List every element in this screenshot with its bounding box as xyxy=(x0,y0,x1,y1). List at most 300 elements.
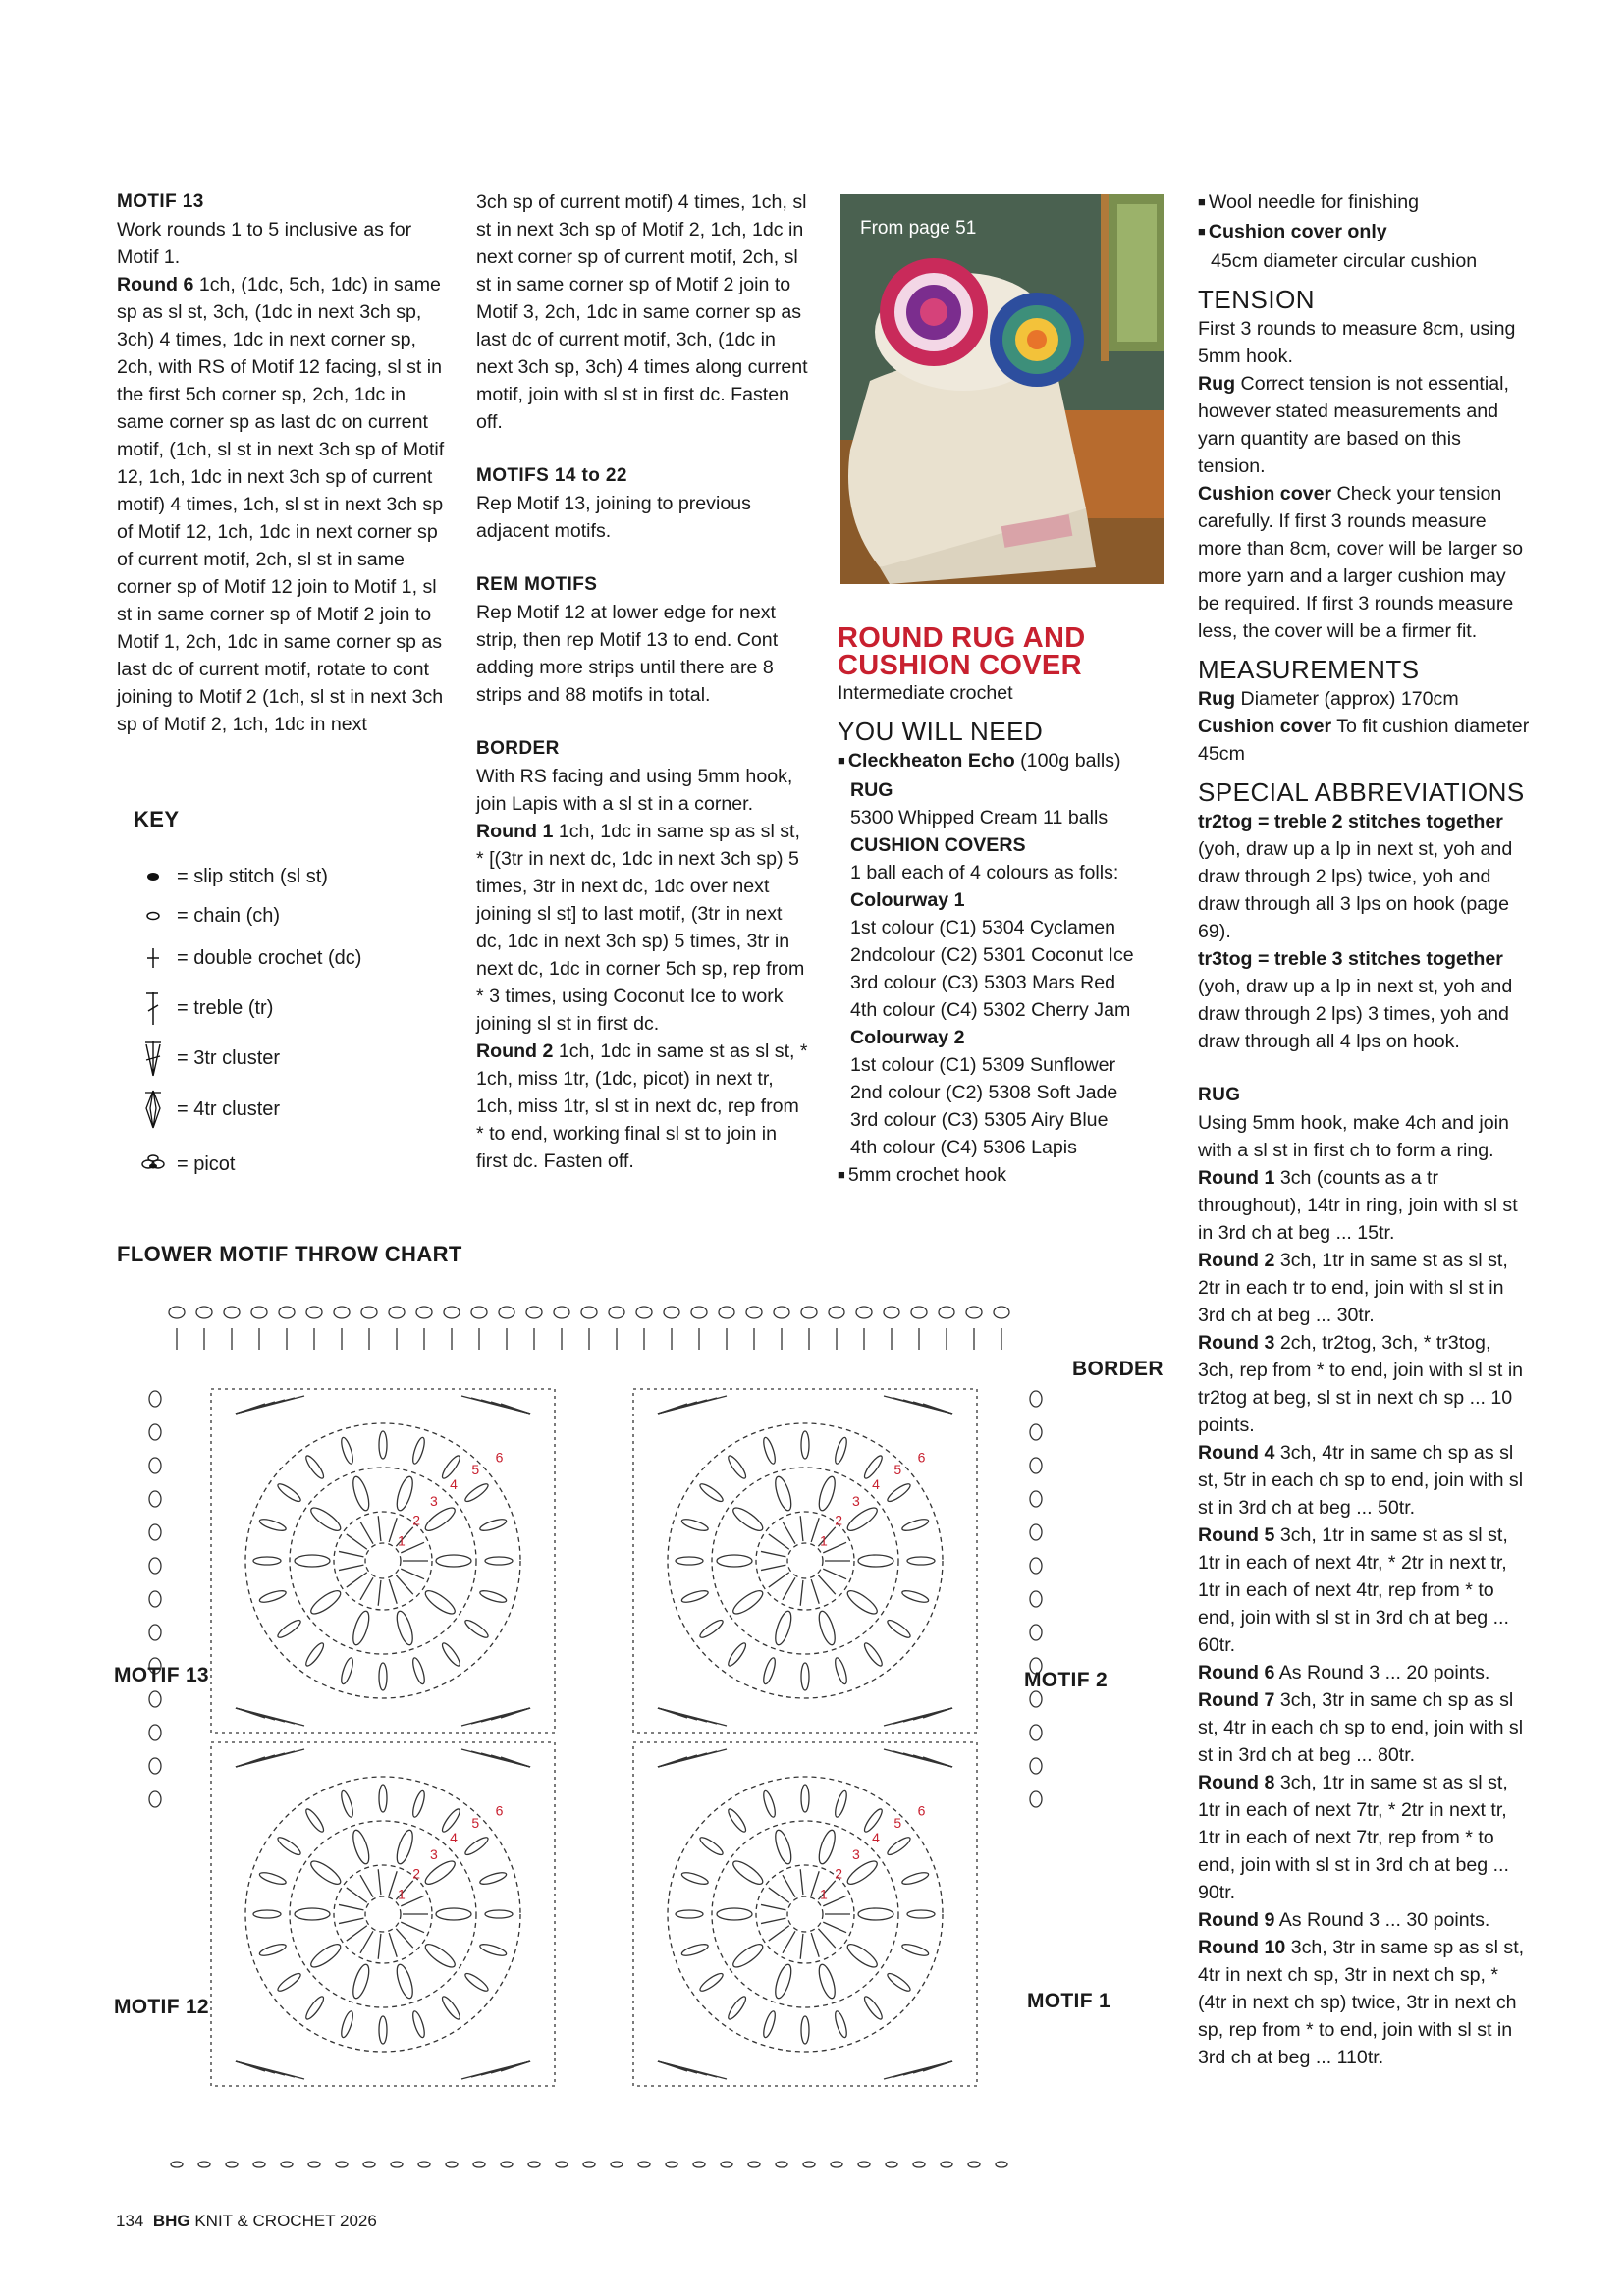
stitch-mark xyxy=(811,1579,819,1604)
round-number: 1 xyxy=(820,1532,828,1549)
picot-mark xyxy=(774,1307,789,1318)
round-text: 1ch, 1dc in same sp as sl st, * [(3tr in next dc, 1dc in next 3ch sp) 5 times, 3tr in next dc, 1dc over next joining sl st] to last motif, (3tr in next dc, 1dc in next 3ch sp) 5 times, 3tr in next dc, 1dc in corner 5ch sp, rep from * 3 times, using Coconut Ice to work joining sl st in first dc. xyxy=(476,821,805,1035)
chain-mark xyxy=(858,2162,870,2167)
picot-mark xyxy=(224,1307,240,1318)
chain-mark xyxy=(198,2162,210,2167)
fan-stitch xyxy=(461,1396,530,1414)
needle-line: ■ Wool needle for finishing xyxy=(1198,188,1532,218)
rug-intro: Using 5mm hook, make 4ch and join with a sl st in first ch to form a ring. xyxy=(1198,1112,1509,1161)
pattern-title-line2: CUSHION COVER xyxy=(838,650,1082,681)
petal-mark xyxy=(833,1789,848,1818)
cushion-yarn: 1 ball each of 4 colours as folls: xyxy=(850,862,1119,883)
petal-mark xyxy=(436,1908,471,1920)
petal-mark xyxy=(772,1829,794,1866)
petal-mark xyxy=(907,1557,935,1565)
petal-mark xyxy=(833,1436,848,1465)
picot-mark xyxy=(526,1307,542,1318)
picot-mark xyxy=(471,1307,487,1318)
round-text: 3ch, 4tr in same ch sp as sl st, 5tr in each ch sp to end, join with sl st in 3rd ch at beg ... 50tr. xyxy=(1198,1442,1524,1519)
colourway1-title: Colourway 1 xyxy=(850,889,965,911)
chain-mark xyxy=(391,2162,403,2167)
petal-mark xyxy=(258,1870,287,1886)
petal-mark xyxy=(858,1908,893,1920)
chain-mark xyxy=(996,2162,1007,2167)
petal-mark xyxy=(303,1454,326,1480)
picot-mark xyxy=(1030,1491,1042,1507)
picot-mark xyxy=(251,1307,267,1318)
photo-illustration xyxy=(840,194,1164,584)
chart-motif12-label: MOTIF 12 xyxy=(114,1996,209,2018)
stitch-mark xyxy=(360,1522,373,1544)
petal-mark xyxy=(731,1587,766,1618)
round-number: 3 xyxy=(430,1493,438,1510)
stitch-mark xyxy=(360,1577,373,1600)
stitch-mark xyxy=(378,1516,381,1541)
petal-mark xyxy=(717,1908,752,1920)
round-text: 2ch, tr2tog, 3ch, * tr3tog, 3ch, rep from * to end, join with sl st in tr2tog at beg, sl st in next ch sp ... 10 points. xyxy=(1198,1332,1524,1436)
round-text: 3ch, 1tr in same st as sl st, 1tr in each of next 7tr, * 2tr in next tr, 1tr in each of next 7tr, rep from * to end, join with sl st in 3rd ch at beg ... 90tr. xyxy=(1198,1772,1509,1903)
petal-mark xyxy=(394,1475,416,1513)
key-label: = 3tr cluster xyxy=(177,1046,281,1069)
petal-mark xyxy=(844,1587,880,1618)
picot-mark xyxy=(911,1307,927,1318)
motif-frame xyxy=(211,1742,555,2086)
picot-mark xyxy=(636,1307,652,1318)
motif-ring xyxy=(712,1821,898,2007)
hook-line: ■ 5mm crochet hook xyxy=(838,1161,1171,1191)
fan-stitch xyxy=(884,1749,952,1767)
petal-mark xyxy=(901,1870,930,1886)
meas-rug-text: Diameter (approx) 170cm xyxy=(1235,688,1459,710)
round-number: 2 xyxy=(412,1512,421,1528)
stitch-mark xyxy=(783,1931,795,1953)
picot-mark xyxy=(1030,1691,1042,1707)
petal-mark xyxy=(717,1555,752,1567)
fan-stitch xyxy=(884,2061,952,2079)
petal-mark xyxy=(295,1555,330,1567)
petal-mark xyxy=(253,1910,281,1918)
round-label: Round 7 xyxy=(1198,1689,1275,1711)
picot-mark xyxy=(1030,1458,1042,1473)
chart-motif1-label: MOTIF 1 xyxy=(1027,1990,1110,2012)
stitch-mark xyxy=(818,1575,835,1594)
petal-mark xyxy=(379,1431,387,1459)
stitch-mark xyxy=(378,1934,381,1959)
petal-mark xyxy=(680,1942,709,1957)
petal-mark xyxy=(886,1835,912,1857)
motif-frame xyxy=(633,1389,977,1733)
chain-mark xyxy=(611,2162,623,2167)
petal-mark xyxy=(901,1588,930,1604)
round-label: Round 5 xyxy=(1198,1524,1275,1546)
petal-mark xyxy=(676,1910,703,1918)
stitch-mark xyxy=(389,1871,397,1896)
stitch-mark xyxy=(378,1580,381,1606)
yarn-brand: Cleckheaton Echo xyxy=(847,750,1015,772)
key-label: = chain (ch) xyxy=(177,904,281,927)
picot-mark xyxy=(609,1307,624,1318)
round-number: 1 xyxy=(398,1886,406,1902)
picot-mark xyxy=(149,1791,161,1807)
petal-mark xyxy=(680,1870,709,1886)
picot-mark xyxy=(884,1307,899,1318)
petal-mark xyxy=(698,1481,725,1504)
chain-mark xyxy=(336,2162,348,2167)
petal-mark xyxy=(339,2010,354,2039)
picot-mark xyxy=(1030,1758,1042,1774)
fan-stitch xyxy=(658,1396,727,1414)
you-will-need-heading: YOU WILL NEED xyxy=(838,717,1044,746)
round6-text: 1ch, (1dc, 5ch, 1dc) in same sp as sl st, 3ch, (1dc in next 3ch sp, 3ch) 4 times, 1dc in next corner sp, 2ch, with RS of Motif 12 facing, sl st in the first 5ch corner sp, 2ch, 1dc in same corner sp as last dc on current motif, (1ch, sl st in next 3ch sp of Motif 12, 1ch, 1dc in next 3ch sp of current motif) 4 times, 1ch, sl st in next 3ch sp of Motif 12, 1ch, 1dc in next corner sp of current motif, 2ch, sl st in same corner sp of Motif 12 join to Motif 1, sl st in same corner sp of Motif 2 join to Motif 1, 2ch, 1dc in same corner sp as last dc of current motif, rotate to cont joining to Motif 2 (1ch, sl st in next 3ch sp of Motif 2, 1ch, 1dc in next xyxy=(117,274,445,735)
petal-mark xyxy=(440,1641,462,1668)
chain-mark xyxy=(693,2162,705,2167)
stitch-mark xyxy=(769,1534,789,1549)
product-photo xyxy=(840,194,1164,584)
petal-mark xyxy=(680,1588,709,1604)
petal-mark xyxy=(463,1618,490,1640)
chain-mark xyxy=(803,2162,815,2167)
column-2 xyxy=(476,188,810,1175)
border-round1 xyxy=(476,818,810,1038)
round-number: 6 xyxy=(917,1449,926,1466)
colourway2-title: Colourway 2 xyxy=(850,1027,965,1048)
chart-border-label: BORDER xyxy=(1072,1358,1164,1380)
petal-mark xyxy=(422,1587,458,1618)
motif13-continued: 3ch sp of current motif) 4 times, 1ch, sl st in next 3ch sp of Motif 2, 1ch, 1dc in next corner sp of current motif, 2ch, sl st in same corner sp of Motif 2 join to Motif 3, 2ch, 1dc in same corner sp as last dc of current motif, 3ch, (1dc in next 3ch sp, 3ch) 4 times along current motif, join with sl st in first dc. Fasten off. xyxy=(476,191,808,433)
picot-mark xyxy=(279,1307,295,1318)
petal-mark xyxy=(308,1857,344,1888)
petal-mark xyxy=(303,1995,326,2021)
petal-mark xyxy=(801,2016,809,2044)
picot-mark xyxy=(994,1307,1009,1318)
chain-mark xyxy=(226,2162,238,2167)
petal-mark xyxy=(350,1963,372,2001)
motifs14-text: Rep Motif 13, joining to previous adjacent motifs. xyxy=(476,493,751,542)
rug-tension-text: Correct tension is not essential, however stated measurements and yarn quantity are based on this tension. xyxy=(1198,373,1509,477)
fan-stitch xyxy=(658,1749,727,1767)
chain-mark xyxy=(253,2162,265,2167)
petal-mark xyxy=(844,1941,880,1971)
tension-heading: TENSION xyxy=(1198,285,1316,314)
petal-mark xyxy=(833,1657,848,1685)
chart-title: FLOWER MOTIF THROW CHART xyxy=(117,1242,462,1266)
chain-mark xyxy=(171,2162,183,2167)
stitch-mark xyxy=(783,1522,795,1544)
petal-mark xyxy=(726,1807,748,1834)
petal-mark xyxy=(303,1641,326,1668)
petal-mark xyxy=(463,1971,490,1994)
petal-mark xyxy=(350,1610,372,1647)
petal-mark xyxy=(761,1436,777,1465)
petal-mark xyxy=(761,1657,777,1685)
petal-mark xyxy=(258,1942,287,1957)
4tr-cluster-icon xyxy=(134,1090,173,1129)
petal-mark xyxy=(886,1481,912,1504)
petal-mark xyxy=(463,1481,490,1504)
chain-mark xyxy=(446,2162,458,2167)
petal-mark xyxy=(410,1657,426,1685)
chain-mark xyxy=(528,2162,540,2167)
round-number: 4 xyxy=(872,1829,880,1845)
petal-mark xyxy=(886,1618,912,1640)
motif-ring xyxy=(365,1543,401,1578)
picot-mark xyxy=(1030,1391,1042,1407)
petal-mark xyxy=(816,1610,839,1647)
footer-brand: BHG xyxy=(152,2212,190,2230)
petal-mark xyxy=(410,2010,426,2039)
colourway-item: 1st colour (C1) 5309 Sunflower xyxy=(850,1054,1116,1076)
round-label: Round 10 xyxy=(1198,1937,1286,1958)
petal-mark xyxy=(253,1557,281,1565)
picot-mark xyxy=(856,1307,872,1318)
round-text: As Round 3 ... 20 points. xyxy=(1274,1662,1490,1683)
petal-mark xyxy=(731,1941,766,1971)
picot-mark xyxy=(416,1307,432,1318)
chain-mark xyxy=(748,2162,760,2167)
key-row xyxy=(134,896,280,935)
stitch-mark xyxy=(347,1573,367,1587)
tension-text: First 3 rounds to measure 8cm, using 5mm hook. xyxy=(1198,318,1516,367)
motif-ring xyxy=(787,1543,823,1578)
picot-mark xyxy=(306,1307,322,1318)
round-label: Round 8 xyxy=(1198,1772,1275,1793)
cover-tension xyxy=(1198,480,1532,645)
picot-mark xyxy=(361,1307,377,1318)
stitch-mark xyxy=(823,1569,846,1579)
picot-mark xyxy=(1030,1558,1042,1574)
picot-mark xyxy=(1030,1725,1042,1740)
round-number: 4 xyxy=(450,1475,458,1492)
colourway-item: 2ndcolour (C2) 5301 Coconut Ice xyxy=(850,944,1134,966)
rug-round xyxy=(1198,1247,1532,1329)
stitch-mark xyxy=(401,1922,424,1933)
border-round2 xyxy=(476,1038,810,1175)
picot-mark xyxy=(719,1307,734,1318)
column-1 xyxy=(117,188,451,738)
motif-frame xyxy=(211,1389,555,1733)
motif13-intro: Work rounds 1 to 5 inclusive as for Motif 1. xyxy=(117,219,412,268)
petal-mark xyxy=(394,1829,416,1866)
round-label: Round 1 xyxy=(476,821,554,842)
round-number: 5 xyxy=(893,1814,902,1831)
picot-mark xyxy=(1030,1524,1042,1540)
round-label: Round 9 xyxy=(1198,1909,1275,1931)
chain-mark xyxy=(886,2162,897,2167)
round-number: 2 xyxy=(835,1512,843,1528)
picot-mark xyxy=(149,1758,161,1774)
petal-mark xyxy=(410,1789,426,1818)
picot-mark xyxy=(1030,1591,1042,1607)
stitch-mark xyxy=(339,1551,363,1556)
round-number: 6 xyxy=(495,1449,504,1466)
stitch-mark xyxy=(347,1926,367,1941)
petal-mark xyxy=(726,1995,748,2021)
petal-mark xyxy=(463,1835,490,1857)
chain-mark xyxy=(941,2162,952,2167)
colourway-item: 4th colour (C4) 5306 Lapis xyxy=(850,1137,1077,1158)
round-number: 4 xyxy=(872,1475,880,1492)
round-text: 3ch, 3tr in same sp as sl st, 4tr in next ch sp, 3tr in next ch sp, * (4tr in next ch sp) twice, 3tr in next ch sp, rep from * to end, join with sl st in 3rd ch at beg ... 110tr. xyxy=(1198,1937,1525,2068)
treble-icon xyxy=(134,988,173,1028)
key-label: = 4tr cluster xyxy=(177,1097,281,1120)
petal-mark xyxy=(422,1504,458,1534)
chart-motif13-label: MOTIF 13 xyxy=(114,1664,209,1686)
petal-mark xyxy=(379,2016,387,2044)
chain-mark xyxy=(913,2162,925,2167)
cover-tension-text: Check your tension carefully. If first 3 rounds measure more than 8cm, cover will be larger so more yarn and a larger cushion may be required. If first 3 rounds measure less, the cover will be a firmer fit. xyxy=(1198,483,1524,642)
petal-mark xyxy=(731,1857,766,1888)
picot-mark xyxy=(746,1307,762,1318)
rug-round xyxy=(1198,1659,1532,1686)
abbr-tr2tog xyxy=(1198,808,1532,945)
stitch-mark xyxy=(811,1933,819,1957)
chain-mark xyxy=(501,2162,513,2167)
fan-stitch xyxy=(884,1396,952,1414)
round-label: Round 2 xyxy=(1198,1250,1275,1271)
stitch-mark xyxy=(389,1518,397,1542)
fan-stitch xyxy=(884,1708,952,1726)
chain-mark xyxy=(638,2162,650,2167)
stitch-mark xyxy=(389,1933,397,1957)
picot-mark xyxy=(939,1307,954,1318)
chain-mark xyxy=(776,2162,787,2167)
border-heading: BORDER xyxy=(476,738,560,759)
rug-tension xyxy=(1198,370,1532,480)
motif-frame xyxy=(633,1742,977,2086)
motif-ring xyxy=(712,1468,898,1654)
stitch-mark xyxy=(800,1516,803,1541)
picot-mark xyxy=(149,1558,161,1574)
round-label: Round 6 xyxy=(1198,1662,1275,1683)
petal-mark xyxy=(295,1908,330,1920)
skill-level: Intermediate crochet xyxy=(838,682,1013,704)
petal-mark xyxy=(901,1517,930,1532)
stitch-mark xyxy=(360,1931,373,1953)
chain-mark xyxy=(363,2162,375,2167)
fan-stitch xyxy=(236,2061,304,2079)
meas-rug-label: Rug xyxy=(1198,688,1236,710)
stitch-mark xyxy=(339,1904,363,1909)
border-text: With RS facing and using 5mm hook, join Lapis with a sl st in a corner. xyxy=(476,766,793,815)
petal-mark xyxy=(308,1504,344,1534)
column-4 xyxy=(1198,188,1532,2071)
double-crochet-icon xyxy=(134,938,173,978)
stitch-mark xyxy=(761,1918,785,1923)
petal-mark xyxy=(350,1829,372,1866)
motifs14-heading: MOTIFS 14 to 22 xyxy=(476,465,627,486)
stitch-mark xyxy=(818,1929,835,1948)
petal-mark xyxy=(761,2010,777,2039)
abbr-tr3tog-label: tr3tog = treble 3 stitches together xyxy=(1198,948,1503,970)
stitch-mark xyxy=(360,1875,373,1897)
petal-mark xyxy=(422,1941,458,1971)
stitch-mark xyxy=(401,1569,424,1579)
picot-mark xyxy=(149,1725,161,1740)
stitch-mark xyxy=(769,1573,789,1587)
rem-motifs-heading: REM MOTIFS xyxy=(476,574,598,595)
picot-mark xyxy=(499,1307,514,1318)
colourway2-label xyxy=(838,1024,1171,1051)
chain-mark xyxy=(281,2162,293,2167)
round-number: 3 xyxy=(852,1846,860,1863)
abbr-tr3tog xyxy=(1198,945,1532,1055)
fan-stitch xyxy=(236,1708,304,1726)
round-number: 6 xyxy=(495,1802,504,1819)
chain-mark xyxy=(418,2162,430,2167)
petal-mark xyxy=(339,1789,354,1818)
rug-round xyxy=(1198,1329,1532,1439)
stitch-mark xyxy=(769,1888,789,1902)
picot-mark xyxy=(829,1307,844,1318)
picot-mark xyxy=(169,1307,185,1318)
petal-mark xyxy=(350,1475,372,1513)
stitch-mark xyxy=(761,1551,785,1556)
fan-stitch xyxy=(658,1708,727,1726)
colourway-item: 1st colour (C1) 5304 Cyclamen xyxy=(850,917,1116,938)
rug-yarn: 5300 Whipped Cream 11 balls xyxy=(850,807,1109,828)
round-label: Round 1 xyxy=(1198,1167,1275,1189)
footer-title: KNIT & CROCHET 2026 xyxy=(189,2212,377,2230)
rug-round xyxy=(1198,1686,1532,1769)
picot-mark xyxy=(334,1307,350,1318)
abbr-tr3tog-text: (yoh, draw up a lp in next st, yoh and draw through 2 lps) 3 times, yoh and draw through all 4 lps on hook. xyxy=(1198,976,1513,1052)
abbr-tr2tog-label: tr2tog = treble 2 stitches together xyxy=(1198,811,1503,832)
picot-mark xyxy=(149,1524,161,1540)
round6-paragraph xyxy=(117,271,451,738)
chain-mark xyxy=(721,2162,732,2167)
round-text: 3ch (counts as a tr throughout), 14tr in ring, join with sl st in 3rd ch at beg ... 15tr. xyxy=(1198,1167,1518,1244)
petal-mark xyxy=(479,1588,508,1604)
petal-mark xyxy=(726,1641,748,1668)
round-text: As Round 3 ... 30 points. xyxy=(1274,1909,1490,1931)
stitch-mark xyxy=(783,1577,795,1600)
meas-rug xyxy=(1198,685,1532,713)
flower-motif-chart xyxy=(147,1301,1070,2189)
key-row xyxy=(134,857,328,896)
picot-mark xyxy=(149,1491,161,1507)
petal-mark xyxy=(772,1610,794,1647)
petal-mark xyxy=(862,1995,885,2021)
cushion-size: 45cm diameter circular cushion xyxy=(1211,250,1478,272)
petal-mark xyxy=(816,1963,839,2001)
petal-mark xyxy=(801,1663,809,1690)
petal-mark xyxy=(907,1910,935,1918)
petal-mark xyxy=(680,1517,709,1532)
petal-mark xyxy=(816,1829,839,1866)
petal-mark xyxy=(479,1942,508,1957)
key-title: KEY xyxy=(134,807,180,831)
round-number: 5 xyxy=(893,1461,902,1477)
petal-mark xyxy=(276,1835,302,1857)
petal-mark xyxy=(276,1971,302,1994)
stitch-mark xyxy=(396,1575,412,1594)
petal-mark xyxy=(844,1504,880,1534)
stitch-mark xyxy=(347,1534,367,1549)
chain-icon xyxy=(134,896,173,935)
chain-mark xyxy=(556,2162,568,2167)
petal-mark xyxy=(698,1618,725,1640)
petal-mark xyxy=(833,2010,848,2039)
key-row xyxy=(134,988,273,1028)
stitch-mark xyxy=(339,1918,363,1923)
petal-mark xyxy=(485,1910,513,1918)
picot-mark xyxy=(149,1424,161,1440)
petal-mark xyxy=(308,1941,344,1971)
rug-round xyxy=(1198,1439,1532,1522)
stitch-mark xyxy=(769,1926,789,1941)
rug-label: RUG xyxy=(850,779,893,801)
petal-mark xyxy=(676,1557,703,1565)
